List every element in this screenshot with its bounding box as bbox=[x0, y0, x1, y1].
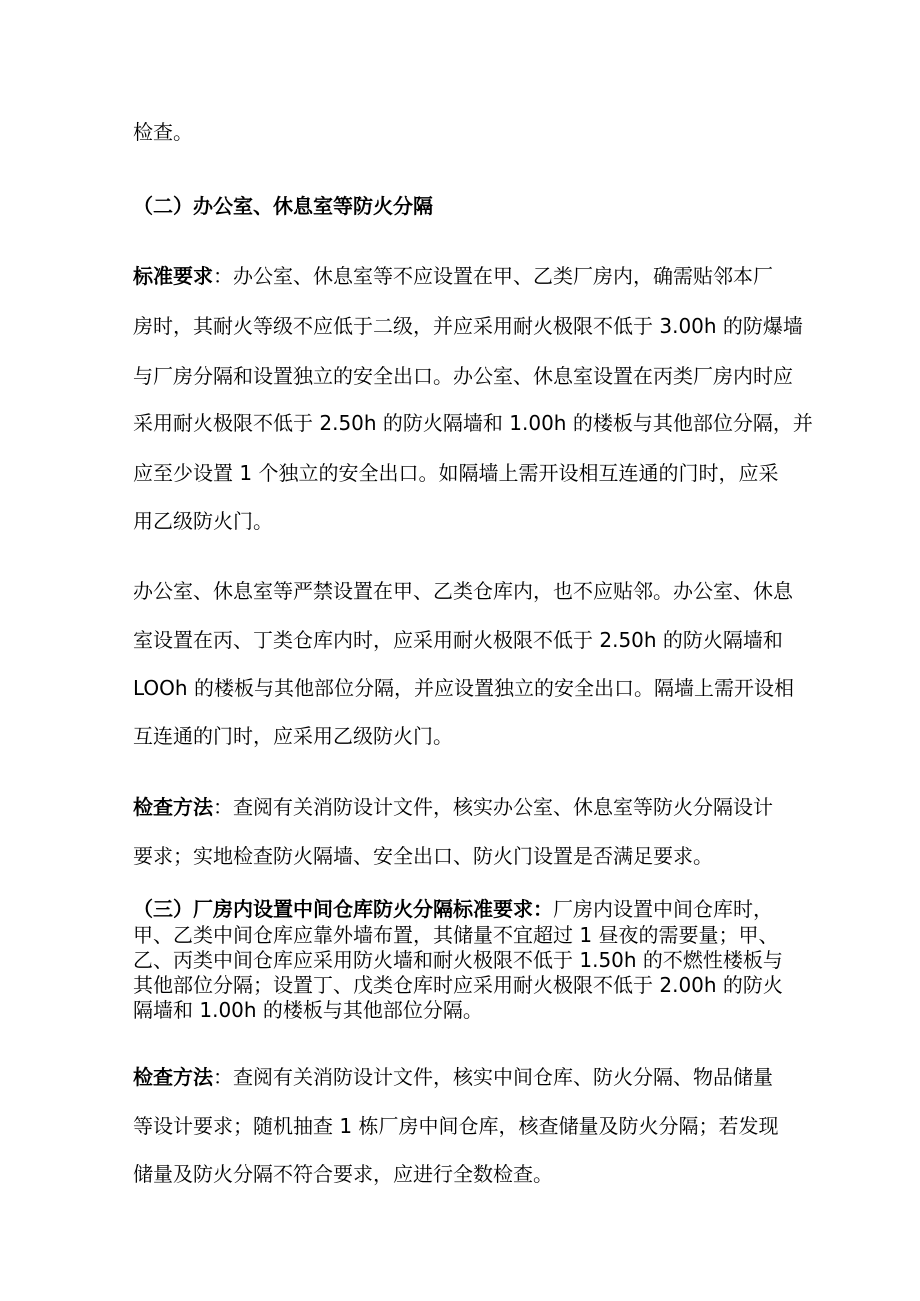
check-method-line bbox=[133, 1064, 773, 1090]
check-method-label: 检查方法 bbox=[133, 795, 213, 819]
section-3-text: 厂房内设置中间仓库时， bbox=[553, 897, 773, 921]
section-3-line: 其他部位分隔；设置丁、戊类仓库时应采用耐火极限不低于 2.00h 的防火 bbox=[133, 973, 783, 997]
standard-paragraph-line: 与厂房分隔和设置独立的安全出口。办公室、休息室设置在丙类厂房内时应 bbox=[133, 364, 793, 388]
standard-paragraph-line: 房时，其耐火等级不应低于二级，并应采用耐火极限不低于 3.00h 的防爆墙 bbox=[133, 314, 803, 338]
section-3-line: 乙、丙类中间仓库应采用防火墙和耐火极限不低于 1.50h 的不燃性楼板与 bbox=[133, 948, 783, 972]
section-3-line: 隔墙和 1.00h 的楼板与其他部位分隔。 bbox=[133, 998, 483, 1022]
check-method-line: 储量及防火分隔不符合要求，应进行全数检查。 bbox=[133, 1162, 553, 1186]
check-method-line bbox=[133, 794, 773, 820]
standard-paragraph-line: 采用耐火极限不低于 2.50h 的防火隔墙和 1.00h 的楼板与其他部位分隔，并 bbox=[133, 411, 813, 435]
warehouse-paragraph-line: 办公室、休息室等严禁设置在甲、乙类仓库内，也不应贴邻。办公室、休息 bbox=[133, 579, 793, 603]
check-method-line: 要求；实地检查防火隔墙、安全出口、防火门设置是否满足要求。 bbox=[133, 844, 713, 868]
section-3-first-line bbox=[133, 896, 773, 922]
check-method-text: ：查阅有关消防设计文件，核实中间仓库、防火分隔、物品储量 bbox=[213, 1065, 773, 1089]
standard-paragraph-line: 用乙级防火门。 bbox=[133, 509, 273, 533]
standard-text: ：办公室、休息室等不应设置在甲、乙类厂房内，确需贴邻本厂 bbox=[213, 264, 773, 288]
check-method-label: 检查方法 bbox=[133, 1065, 213, 1089]
section-3-heading: （三）厂房内设置中间仓库防火分隔标准要求： bbox=[133, 897, 553, 921]
check-method-line: 等设计要求；随机抽查 1 栋厂房中间仓库，核查储量及防火分隔；若发现 bbox=[133, 1114, 779, 1138]
section-3-line: 甲、乙类中间仓库应靠外墙布置，其储量不宜超过 1 昼夜的需要量；甲、 bbox=[133, 923, 779, 947]
standard-paragraph-line bbox=[133, 263, 773, 289]
warehouse-paragraph-line: LOOh 的楼板与其他部位分隔，并应设置独立的安全出口。隔墙上需开设相 bbox=[133, 676, 794, 700]
warehouse-paragraph-line: 室设置在丙、丁类仓库内时，应采用耐火极限不低于 2.50h 的防火隔墙和 bbox=[133, 628, 783, 652]
section-2-heading: （二）办公室、休息室等防火分隔 bbox=[133, 194, 433, 218]
intro-end-text: 检查。 bbox=[133, 120, 193, 144]
check-method-text: ：查阅有关消防设计文件，核实办公室、休息室等防火分隔设计 bbox=[213, 795, 773, 819]
standard-paragraph-line: 应至少设置 1 个独立的安全出口。如隔墙上需开设相互连通的门时，应采 bbox=[133, 461, 779, 485]
warehouse-paragraph-line: 互连通的门时，应采用乙级防火门。 bbox=[133, 724, 453, 748]
standard-label: 标准要求 bbox=[133, 264, 213, 288]
